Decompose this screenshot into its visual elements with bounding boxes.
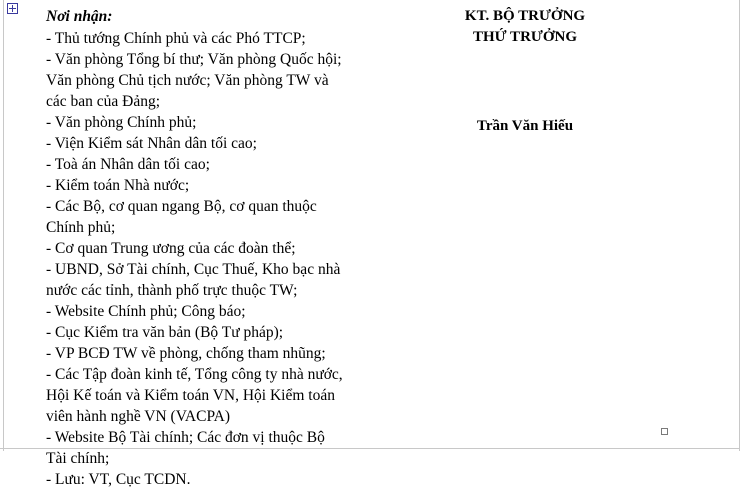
recipient-line: - Văn phòng Chính phủ;: [46, 114, 197, 131]
recipient-line: - Toà án Nhân dân tối cao;: [46, 156, 210, 173]
recipient-line: - Viện Kiểm sát Nhân dân tối cao;: [46, 135, 257, 152]
recipient-line: - Cơ quan Trung ương của các đoàn thể;: [46, 240, 296, 257]
recipient-line: - VP BCĐ TW về phòng, chống tham nhũng;: [46, 345, 326, 362]
page-left-rule: [3, 0, 4, 451]
recipient-line: - Lưu: VT, Cục TCDN.: [46, 471, 191, 488]
recipient-line: - Cục Kiểm tra văn bản (Bộ Tư pháp);: [46, 324, 284, 341]
signature-title-line-1: KT. BỘ TRƯỞNG: [464, 8, 586, 24]
recipient-line: - Các Bộ, cơ quan ngang Bộ, cơ quan thuộc Chính phủ;: [46, 198, 321, 236]
table-move-handle-icon[interactable]: [7, 3, 18, 14]
signature-title-line-2: THỨ TRƯỞNG: [472, 29, 578, 45]
recipient-line: - Kiểm toán Nhà nước;: [46, 177, 190, 194]
recipient-line: - UBND, Sở Tài chính, Cục Thuế, Kho bạc nhà nước các tỉnh, thành phố trực thuộc TW;: [46, 261, 345, 299]
recipient-line: - Văn phòng Tổng bí thư; Văn phòng Quốc hội; Văn phòng Chủ tịch nước; Văn phòng TW và các ban của Đảng;: [46, 51, 346, 110]
recipient-line: - Thủ tướng Chính phủ và các Phó TTCP;: [46, 30, 306, 47]
recipients-block: [46, 6, 346, 490]
table-resize-handle-icon[interactable]: [661, 428, 668, 435]
recipient-line: - Các Tập đoàn kinh tế, Tổng công ty nhà nước, Hội Kế toán và Kiểm toán VN, Hội Kiểm toán viên hành nghề VN (VACPA): [46, 366, 347, 425]
recipients-heading: Nơi nhận:: [46, 8, 113, 25]
recipient-line: - Website Bộ Tài chính; Các đơn vị thuộc Bộ Tài chính;: [46, 429, 329, 467]
signature-block: [400, 6, 650, 137]
recipient-line: - Website Chính phủ; Công báo;: [46, 303, 246, 320]
signer-name: Trần Văn Hiếu: [476, 118, 574, 134]
